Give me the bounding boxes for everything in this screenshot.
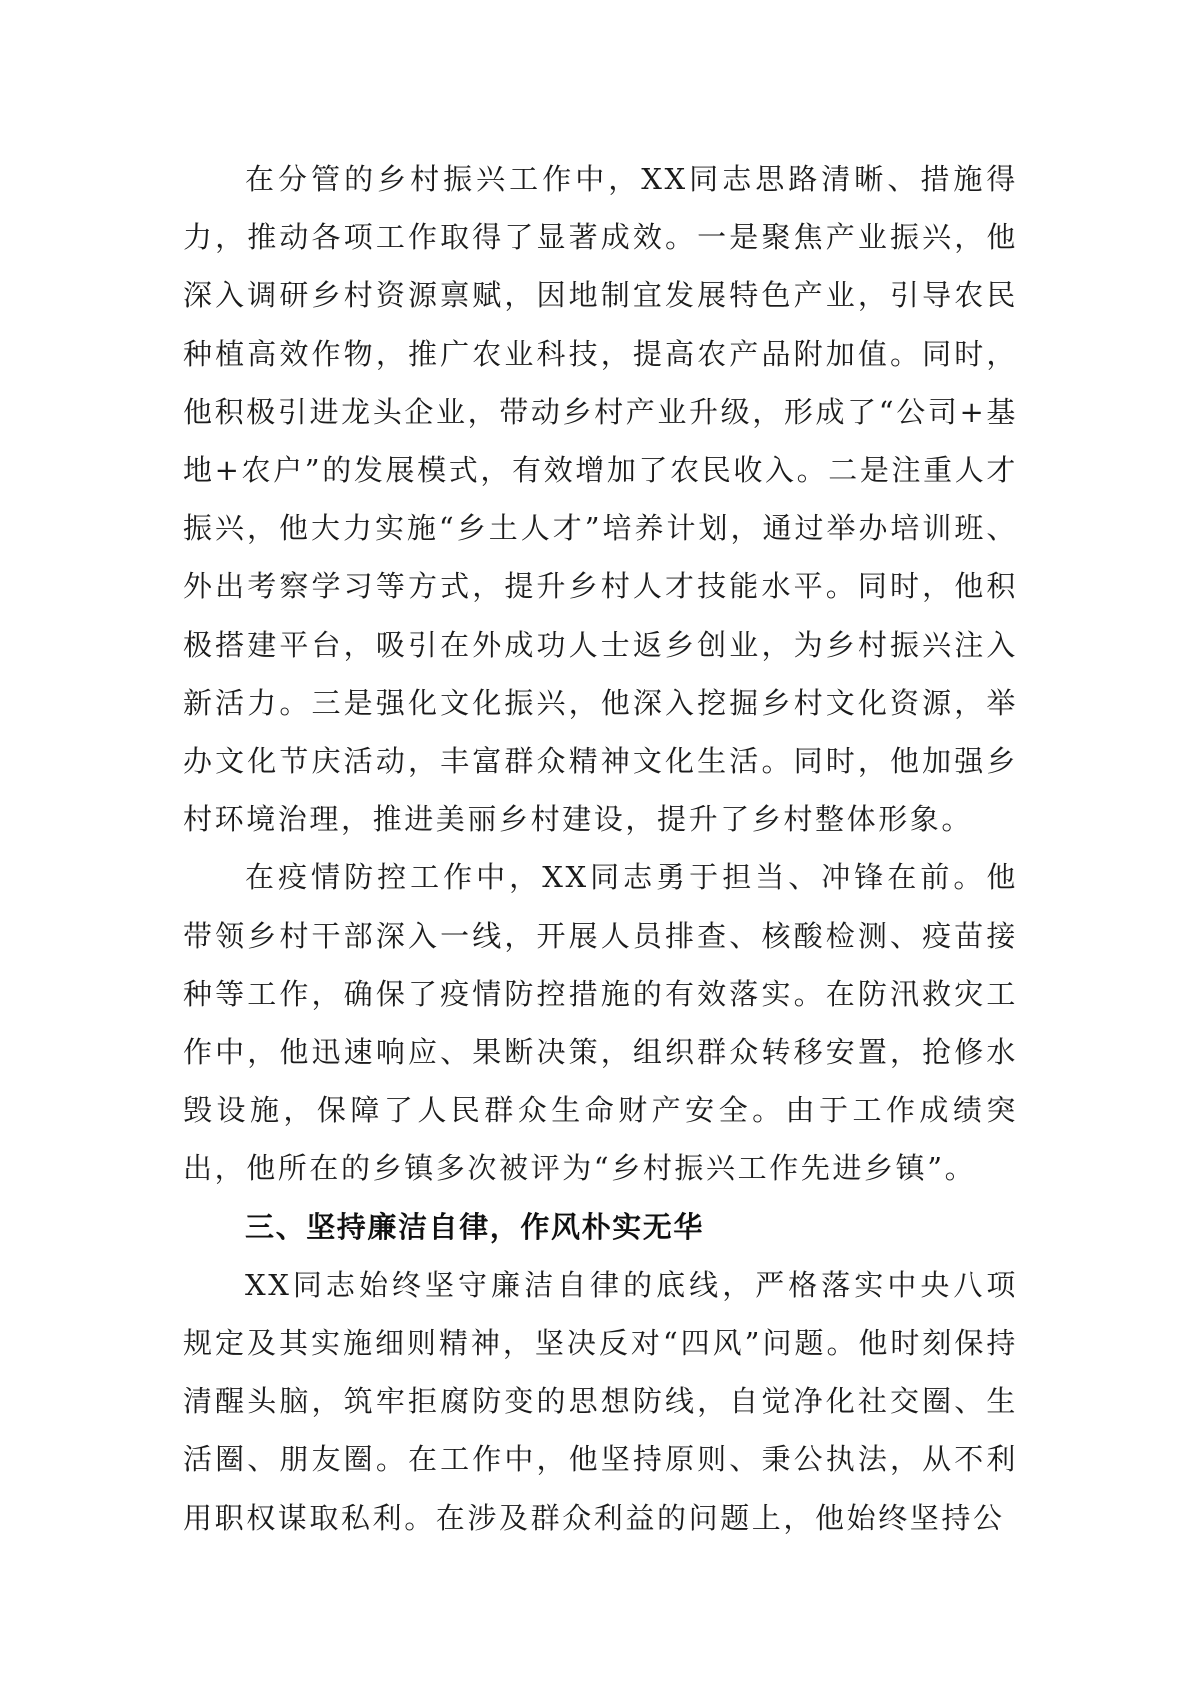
section-heading-integrity: 三、坚持廉洁自律，作风朴实无华 [245,1209,705,1244]
paragraph-integrity: XX同志始终坚守廉洁自律的底线，严格落实中央八项规定及其实施细则精神，坚决反对“四风”问题。他时刻保持清醒头脑，筑牢拒腐防变的思想防线，自觉净化社交圈、生活圈、朋友圈。在工作中，他坚持原则、秉公执法，从不利用职权谋取私利。在涉及群众利益的问题上，他始终坚持公 [183,1267,1018,1535]
paragraph-epidemic-flood-response: 在疫情防控工作中，XX同志勇于担当、冲锋在前。他带领乡村干部深入一线，开展人员排查、核酸检测、疫苗接种等工作，确保了疫情防控措施的有效落实。在防汛救灾工作中，他迅速响应、果断决策，组织群众转移安置，抢修水毁设施，保障了人民群众生命财产安全。由于工作成绩突出，他所在的乡镇多次被评为“乡村振兴工作先进乡镇”。 [183,860,1018,1186]
paragraph-rural-revitalization: 在分管的乡村振兴工作中，XX同志思路清晰、措施得力，推动各项工作取得了显著成效。一是聚焦产业振兴，他深入调研乡村资源禀赋，因地制宜发展特色产业，引导农民种植高效作物，推广农业科技，提高农产品附加值。同时，他积极引进龙头企业，带动乡村产业升级，形成了“公司+基地+农户”的发展模式，有效增加了农民收入。二是注重人才振兴，他大力实施“乡土人才”培养计划，通过举办培训班、外出考察学习等方式，提升乡村人才技能水平。同时，他积极搭建平台，吸引在外成功人士返乡创业，为乡村振兴注入新活力。三是强化文化振兴，他深入挖掘乡村文化资源，举办文化节庆活动，丰富群众精神文化生活。同时，他加强乡村环境治理，推进美丽乡村建设，提升了乡村整体形象。 [183,162,1018,837]
document-body [183,150,1018,1547]
